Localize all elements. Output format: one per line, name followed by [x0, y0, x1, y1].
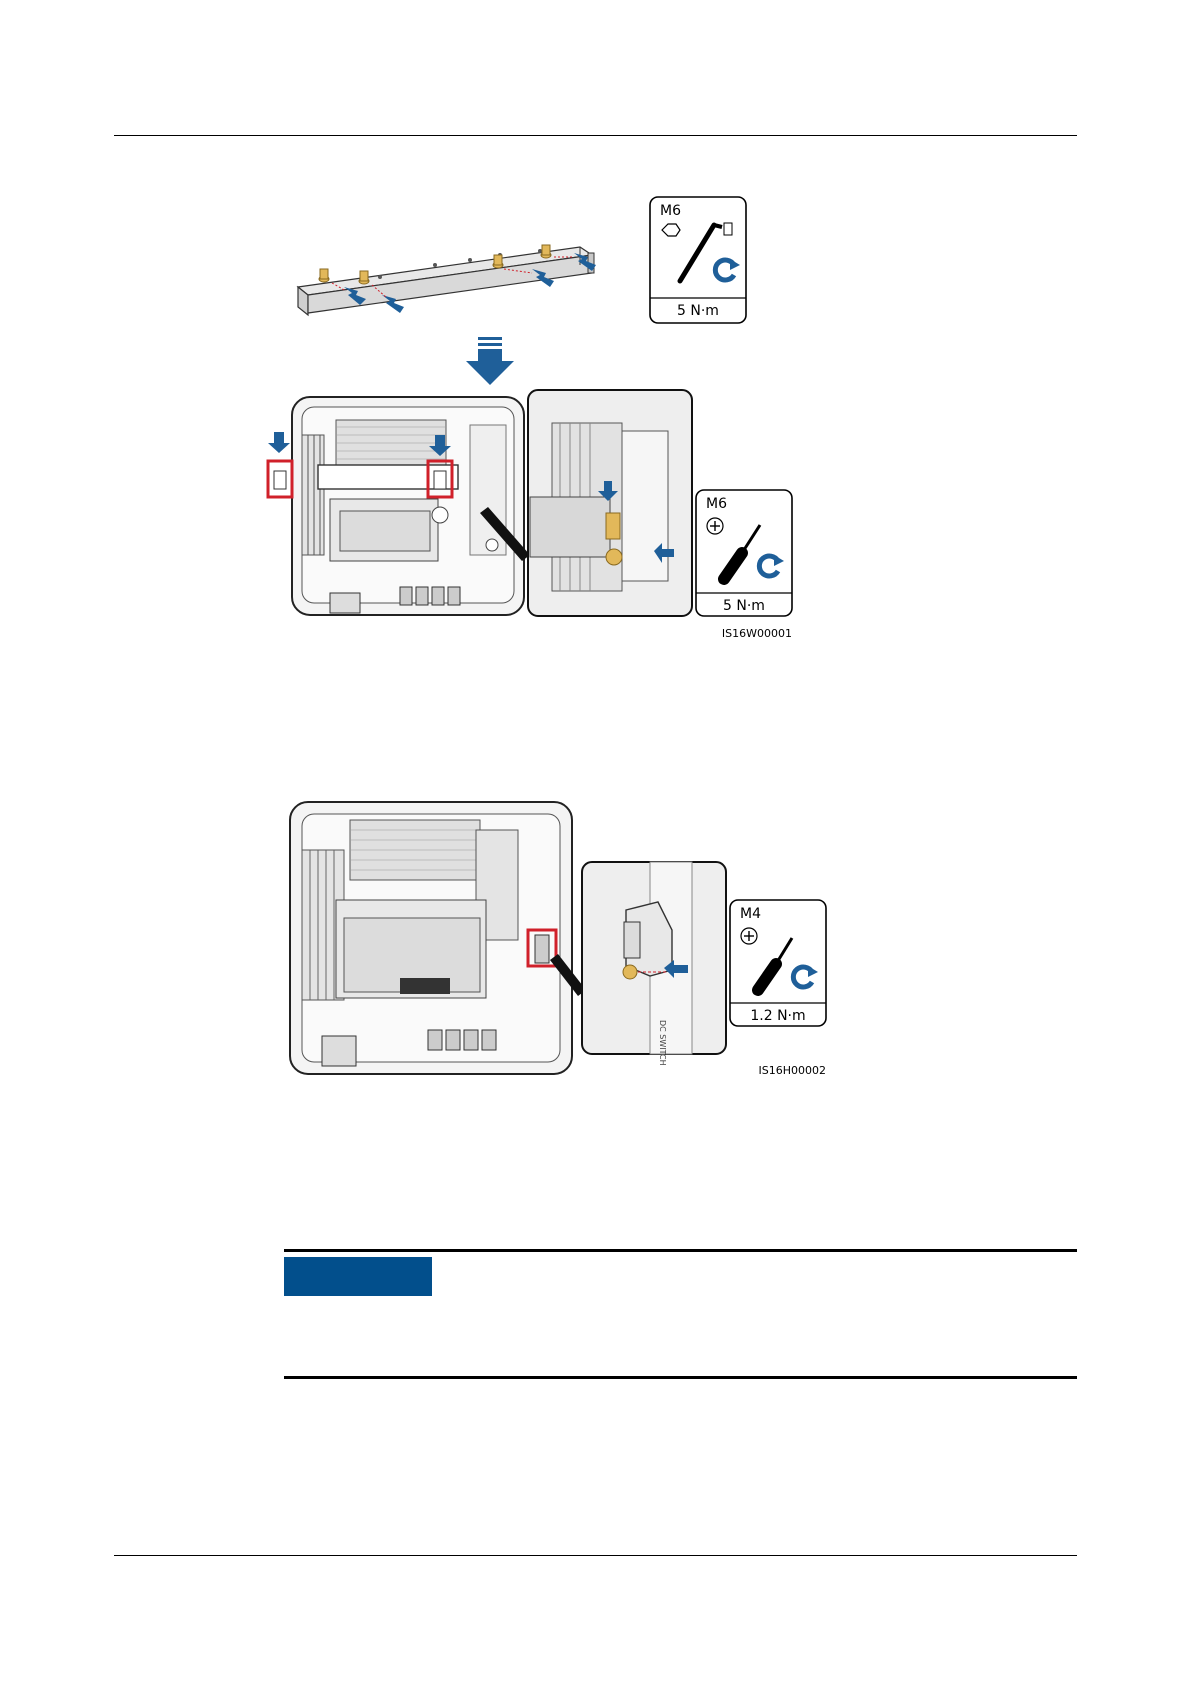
tool-box-3-screw-label: M4 [740, 906, 761, 922]
figure-2-id: IS16H00002 [758, 1064, 826, 1077]
figure-dc-switch-screw [280, 790, 840, 1090]
tool-box-1-torque: 5 N·m [677, 303, 719, 319]
zoom-detail-dc-switch [582, 862, 726, 1066]
inverter-rear-view [268, 397, 530, 615]
zoom-detail-side-screw [528, 390, 692, 616]
inverter-rear-view-2 [290, 802, 586, 1074]
figure-1-id: IS16W00001 [721, 627, 792, 640]
tool-box-m6-wrench [650, 197, 746, 323]
footer-rule [114, 1555, 1077, 1556]
side-screw-top [606, 513, 620, 539]
side-screw-bolt [606, 549, 622, 565]
tool-box-1-screw-label: M6 [660, 203, 681, 219]
figure-bracket-installation [260, 195, 860, 695]
tool-box-3-torque: 1.2 N·m [750, 1008, 806, 1024]
tool-box-m4-screwdriver [730, 900, 826, 1026]
dc-switch-screw [623, 965, 637, 979]
figure-bracket-installation-drawing [260, 195, 860, 695]
notice-top-rule [284, 1249, 1077, 1252]
notice-bottom-rule [284, 1376, 1077, 1379]
next-step-arrow [466, 337, 514, 385]
figure-dc-switch-drawing [280, 790, 840, 1090]
notice-badge [284, 1257, 432, 1296]
tool-box-2-torque: 5 N·m [723, 598, 765, 614]
tool-box-2-screw-label: M6 [706, 496, 727, 512]
tool-box-m6-screwdriver [696, 490, 792, 616]
dc-switch-label: DC SWITCH [658, 1020, 667, 1066]
header-rule [114, 135, 1077, 136]
